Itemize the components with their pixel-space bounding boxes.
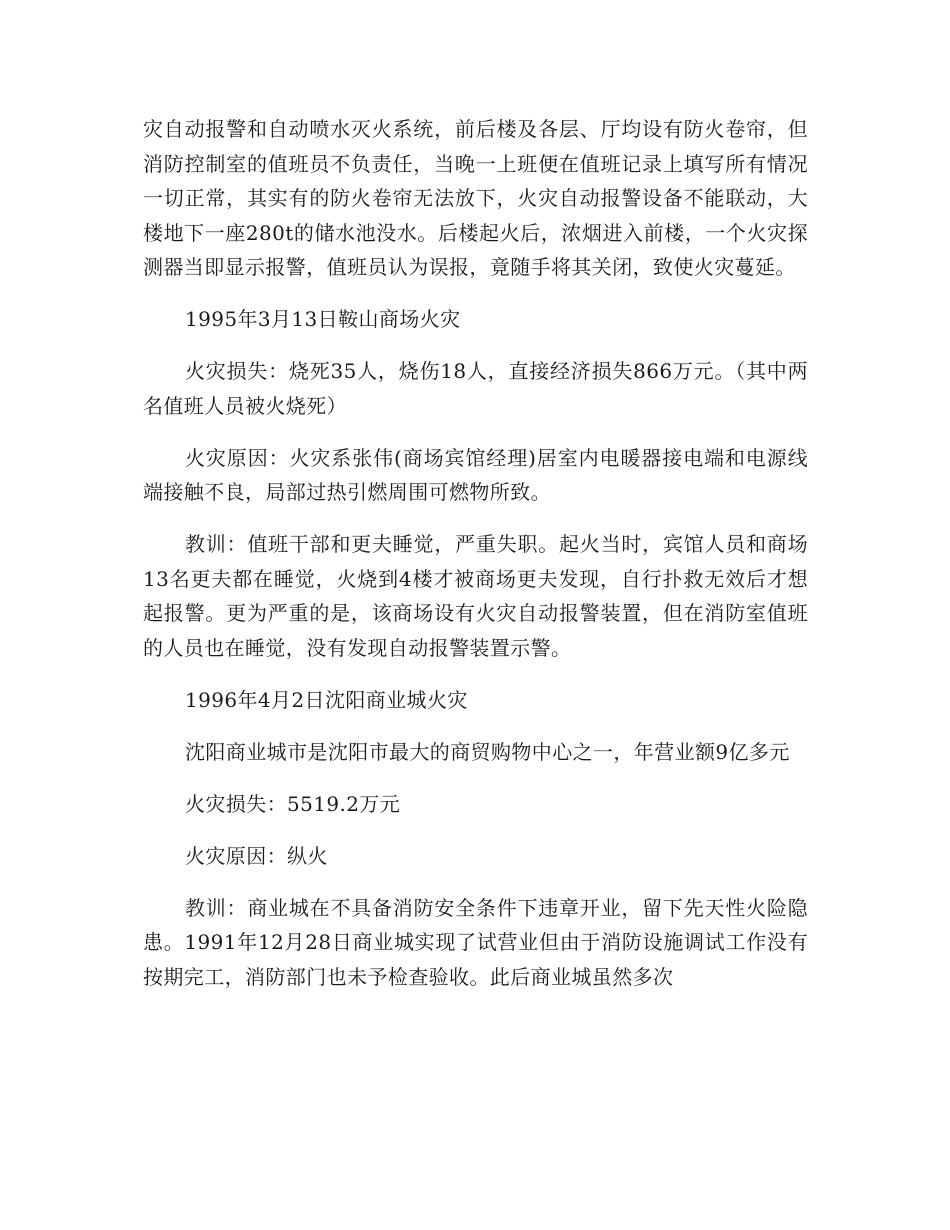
paragraph-anshan-loss: 火灾损失：烧死35人，烧伤18人，直接经济损失866万元。（其中两名值班人员被火烧死） <box>143 359 808 418</box>
document-body <box>143 112 808 1012</box>
paragraph-anshan-cause: 火灾原因：火灾系张伟(商场宾馆经理)居室内电暖器接电端和电源线端接触不良，局部过热引燃周围可燃物所致。 <box>143 445 808 504</box>
heading-shenyang-fire: 1996年4月2日沈阳商业城火灾 <box>185 687 468 712</box>
paragraph-shenyang-cause: 火灾原因：纵火 <box>185 843 328 868</box>
heading-anshan-fire: 1995年3月13日鞍山商场火灾 <box>185 307 461 331</box>
paragraph-shenyang-intro: 沈阳商业城市是沈阳市最大的商贸购物中心之一，年营业额9亿多元 <box>185 739 790 764</box>
paragraph-shenyang-lesson: 教训：商业城在不具备消防安全条件下违章开业，留下先天性火险隐患。1991年12月28日商业城实现了试营业但由于消防设施调试工作没有按期完工，消防部门也未予检查验收。此后商业城虽然多次 <box>143 895 808 989</box>
paragraph-anshan-lesson: 教训：值班干部和更夫睡觉，严重失职。起火当时，宾馆人员和商场13名更夫都在睡觉，火烧到4楼才被商场更夫发现，自行扑救无效后才想起报警。更为严重的是，该商场设有火灾自动报警装置，但在消防室值班的人员也在睡觉，没有发现自动报警装置示警。 <box>143 532 808 660</box>
paragraph-shenyang-loss: 火灾损失：5519.2万元 <box>185 791 401 816</box>
paragraph-continuation: 灾自动报警和自动喷水灭火系统，前后楼及各层、厅均设有防火卷帘，但消防控制室的值班员不负责任，当晚一上班便在值班记录上填写所有情况一切正常，其实有的防火卷帘无法放下，火灾自动报警设备不能联动，大楼地下一座280t的储水池没水。后楼起火后，浓烟进入前楼，一个火灾探测器当即显示报警，值班员认为误报，竟随手将其关闭，致使火灾蔓延。 <box>143 117 808 279</box>
